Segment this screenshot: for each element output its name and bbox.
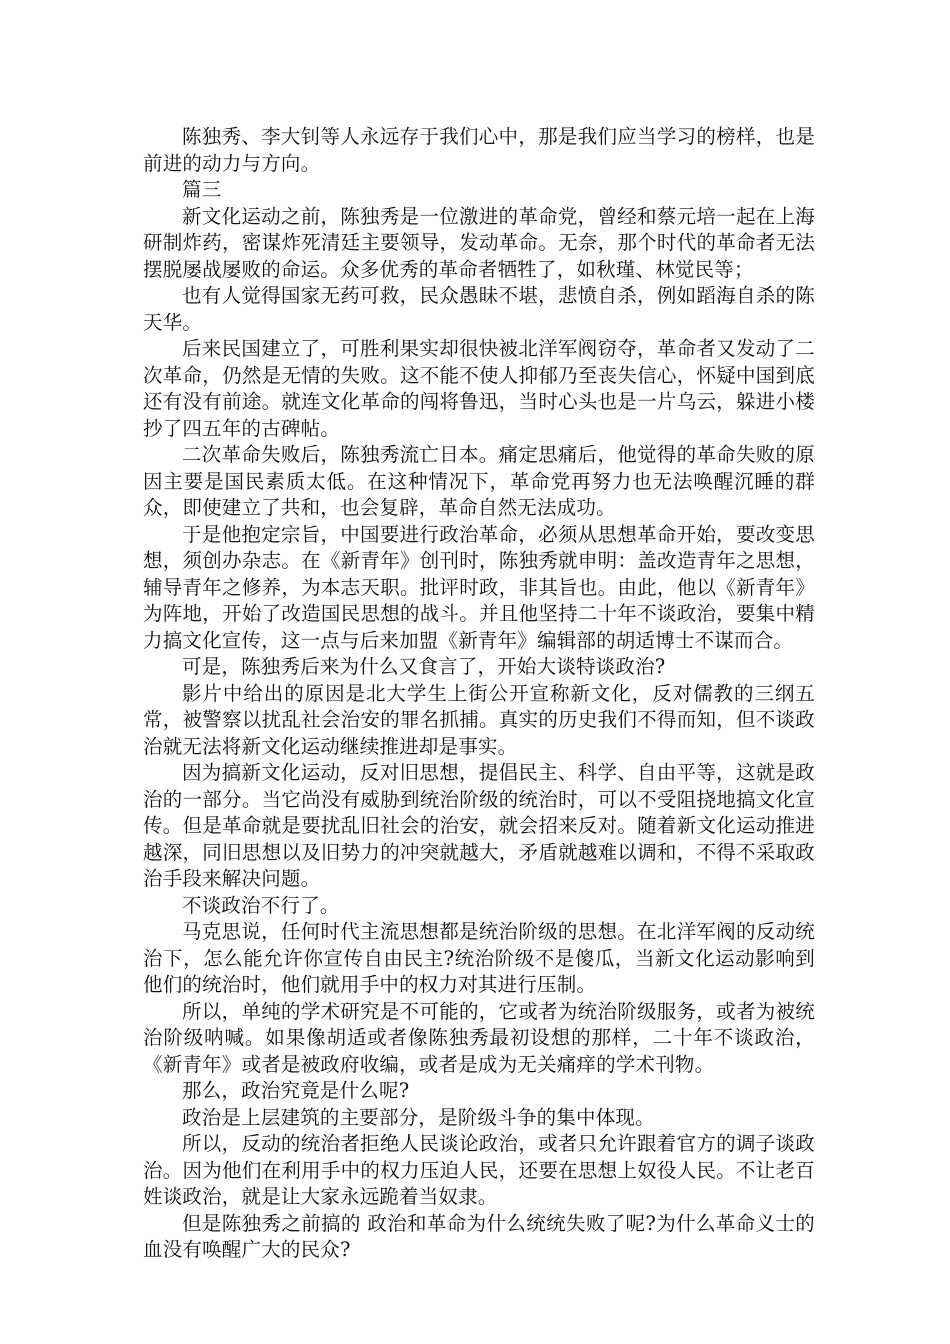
paragraph-6: 二次革命失败后，陈独秀流亡日本。痛定思痛后，他觉得的革命失败的原因主要是国民素质太低。在这种情况下，革命党再努力也无法唤醒沉睡的群众，即使建立了共和，也会复辟，革命自然无法成功。	[143, 443, 815, 519]
section-heading: 篇三	[182, 178, 222, 201]
paragraph-13: 所以，单纯的学术研究是不可能的，它或者为统治阶级服务，或者为被统治阶级呐喊。如果像胡适或者像陈独秀最初设想的那样，二十年不谈政治，《新青年》或者是被政府收编，或者是成为无关痛痒的学术刊物。	[143, 999, 815, 1076]
document-body	[143, 124, 815, 1264]
paragraph-1: 陈独秀、李大钊等人永远存于我们心中，那是我们应当学习的榜样，也是前进的动力与方向。	[143, 125, 815, 175]
paragraph-8: 可是，陈独秀后来为什么又食言了，开始大谈特谈政治?	[182, 655, 666, 678]
paragraph-5: 后来民国建立了，可胜利果实却很快被北洋军阀窃夺，革命者又发动了二次革命，仍然是无情的失败。这不能不使人抑郁乃至丧失信心，怀疑中国到底还有没有前途。就连文化革命的闯将鲁迅，当时心头也是一片乌云，躲进小楼抄了四五年的古碑帖。	[143, 337, 815, 440]
paragraph-4: 也有人觉得国家无药可救，民众愚昧不堪，悲愤自杀，例如蹈海自杀的陈天华。	[143, 284, 815, 334]
paragraph-14: 那么，政治究竟是什么呢?	[182, 1079, 410, 1102]
paragraph-9: 影片中给出的原因是北大学生上街公开宣称新文化，反对儒教的三纲五常，被警察以扰乱社会治安的罪名抓捕。真实的历史我们不得而知，但不谈政治就无法将新文化运动继续推进却是事实。	[143, 681, 815, 758]
paragraph-12: 马克思说，任何时代主流思想都是统治阶级的思想。在北洋军阀的反动统治下，怎么能允许你宣传自由民主?统治阶级不是傻瓜，当新文化运动影响到他们的统治时，他们就用手中的权力对其进行压制。	[143, 920, 815, 996]
paragraph-11: 不谈政治不行了。	[182, 893, 340, 917]
paragraph-7: 于是他抱定宗旨，中国要进行政治革命，必须从思想革命开始，要改变思想，须创办杂志。在《新青年》创刊时，陈独秀就申明：盖改造青年之思想，辅导青年之修养，为本志天职。批评时政，非其旨也。由此，他以《新青年》为阵地，开始了改造国民思想的战斗。并且他坚持二十年不谈政治，要集中精力搞文化宣传，这一点与后来加盟《新青年》编辑部的胡适博士不谋而合。	[143, 522, 815, 652]
paragraph-10: 因为搞新文化运动，反对旧思想，提倡民主、科学、自由平等，这就是政治的一部分。当它尚没有威胁到统治阶级的统治时，可以不受阻挠地搞文化宣传。但是革命就是要扰乱旧社会的治安，就会招来反对。随着新文化运动推进越深，同旧思想以及旧势力的冲突就越大，矛盾就越难以调和，不得不采取政治手段来解决问题。	[143, 761, 815, 890]
paragraph-3: 新文化运动之前，陈独秀是一位激进的革命党，曾经和蔡元培一起在上海研制炸药，密谋炸死清廷主要领导，发动革命。无奈，那个时代的革命者无法摆脱屡战屡败的命运。众多优秀的革命者牺牲了，如秋瑾、林觉民等；	[143, 204, 815, 281]
paragraph-15: 政治是上层建筑的主要部分，是阶级斗争的集中体现。	[182, 1105, 655, 1129]
paragraph-17: 但是陈独秀之前搞的 政治和革命为什么统统失败了呢?为什么革命义士的血没有唤醒广大的民众?	[143, 1211, 815, 1261]
paragraph-16: 所以，反动的统治者拒绝人民谈论政治，或者只允许跟着官方的调子谈政治。因为他们在利用手中的权力压迫人民，还要在思想上奴役人民。不让老百姓谈政治，就是让大家永远跪着当奴隶。	[143, 1132, 815, 1208]
